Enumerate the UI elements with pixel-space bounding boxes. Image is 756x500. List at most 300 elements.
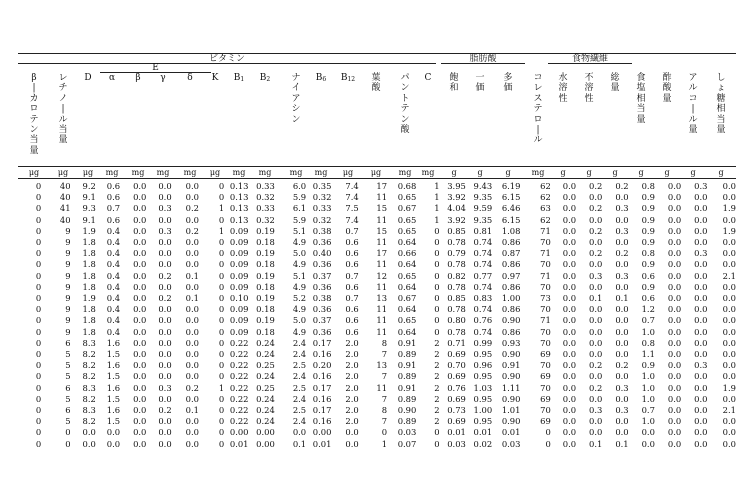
table-cell: 0.0 [667,371,682,382]
table-cell: 2 [434,360,440,371]
table-cell: 0.0 [615,315,629,326]
table-cell: 3.95 [447,181,466,191]
table-cell: 0.0 [133,214,147,225]
table-cell: 8.2 [82,416,96,427]
column-header-char: ル [688,83,698,94]
table-cell: 0 [218,337,225,348]
table-cell: 0.0 [82,438,96,449]
table-cell: 0.3 [615,225,629,236]
table-cell: 0.80 [447,315,466,326]
table-cell: 2.4 [292,416,307,427]
table-cell: 0.0 [615,304,629,315]
table-cell: 0.22 [229,393,249,404]
table-cell: 0.0 [562,192,577,203]
table-cell: 41 [59,203,71,214]
table-cell: 6 [65,337,71,348]
table-cell: 0.0 [185,337,199,348]
table-cell: 0 [381,427,388,438]
table-cell: 0.0 [562,214,577,225]
table-cell: 0.22 [229,349,249,360]
table-cell: 0.6 [345,315,359,326]
table-cell: 0.0 [589,427,603,438]
table-cell: 8.3 [82,405,96,416]
unit-label: g [718,168,724,177]
table-cell: 0.0 [589,326,603,337]
column-header-char: 酸 [662,83,672,94]
table-cell: 0.03 [397,427,417,438]
table-cell: 0.64 [397,259,417,270]
table-cell: 5.9 [292,214,307,225]
table-cell: 1.03 [473,382,493,393]
column-header-char: 和 [449,83,459,94]
table-cell: 3.92 [447,214,466,225]
table-cell: 0.3 [615,203,629,214]
table-cell: 0.0 [589,192,603,203]
table-cell: 0 [218,214,225,225]
column-header-char: ノ [58,93,68,104]
table-cell: 0.2 [615,181,629,191]
table-cell: 0 [35,293,42,304]
table-cell: 11 [376,214,388,225]
table-row [18,327,736,338]
table-cell: 9.1 [82,214,96,225]
table-cell: 5.1 [292,270,307,281]
table-cell: 0 [35,438,42,449]
table-cell: 0.0 [667,259,682,270]
column-header-char: ア [291,93,301,104]
table-cell: 0.0 [133,326,147,337]
table-cell: 9 [65,248,71,259]
table-cell: 0.00 [256,438,275,449]
table-cell: 0.86 [501,237,521,248]
table-cell: 0 [434,281,440,292]
table-cell: 0 [35,360,42,371]
table-cell: 0.03 [501,438,521,449]
table-cell: 0.0 [158,337,172,348]
table-cell: 0.0 [562,237,577,248]
table-cell: 0.25 [256,360,275,371]
table-cell: 0.0 [589,237,603,248]
table-cell: 1.0 [641,382,655,393]
table-cell: 0.13 [229,192,249,203]
table-cell: 0.0 [562,259,577,270]
table-cell: 0.0 [158,393,172,404]
table-cell: 8 [381,405,388,416]
table-cell: 0.69 [447,393,466,404]
table-cell: 0.22 [229,416,249,427]
column-header [207,73,223,83]
table-cell: 12 [376,270,388,281]
table-cell: 6.19 [501,181,521,191]
column-header-char: ロ [29,104,39,115]
table-cell: 0 [434,225,440,236]
table-cell: 0.0 [722,293,736,304]
unit-label: mg [183,168,197,177]
column-header [713,73,729,135]
table-cell: 0.3 [158,203,172,214]
table-cell: 0.9 [641,214,655,225]
table-cell: 0.0 [562,203,577,214]
table-cell: 0.0 [562,405,577,416]
table-cell: 0.32 [256,192,275,203]
table-cell: 0 [218,293,225,304]
table-cell: 0.6 [106,192,121,203]
table-cell: 0.8 [641,248,655,259]
table-cell: 0.0 [722,393,736,404]
table-cell: 0.0 [667,427,682,438]
table-cell: 9 [65,259,71,270]
table-cell: 0.0 [694,214,708,225]
column-header [55,73,71,146]
table-cell: 9 [65,304,71,315]
table-cell: 2 [434,371,440,382]
table-cell: 9.3 [82,203,96,214]
table-row [18,237,736,248]
table-cell: 0.0 [615,237,629,248]
table-cell: 0.00 [312,427,332,438]
table-cell: 70 [540,326,551,337]
table-cell: 1.8 [82,248,96,259]
table-cell: 0.16 [312,349,332,360]
table-cell: 0.02 [473,438,493,449]
column-header-char: 量 [636,114,646,125]
table-cell: 11 [376,281,388,292]
table-cell: 9 [65,270,71,281]
column-header-label: δ [187,73,193,83]
table-cell: 0 [218,416,225,427]
table-cell: 0.0 [133,405,147,416]
table-row [18,293,736,304]
unit-label: g [560,168,566,177]
table-cell: 0.74 [473,259,493,270]
table-cell: 5.0 [292,248,307,259]
table-cell: 0 [434,237,440,248]
table-cell: 62 [540,192,551,203]
table-cell: 0.19 [256,315,275,326]
table-cell: 69 [540,349,551,360]
table-cell: 0.0 [562,371,577,382]
table-cell: 1.8 [82,259,96,270]
table-cell: 0.4 [106,293,121,304]
table-cell: 0.0 [722,427,736,438]
table-cell: 0.0 [667,326,682,337]
table-cell: 2.4 [292,349,307,360]
table-cell: 0.33 [256,203,275,214]
table-cell: 1 [381,438,388,449]
table-cell: 0.0 [562,349,577,360]
table-cell: 7 [381,416,388,427]
column-header [555,73,571,104]
table-cell: 9.1 [82,192,96,203]
unit-label: g [638,168,644,177]
table-cell: 1.5 [106,371,121,382]
column-header [104,73,120,83]
column-header-char: 酸 [371,83,381,94]
table-cell: 1.8 [82,304,96,315]
table-cell: 0.0 [615,192,629,203]
table-cell: 11 [376,237,388,248]
table-cell: 1.5 [106,393,121,404]
table-cell: 0.09 [229,315,249,326]
table-cell: 0.6 [345,237,359,248]
table-cell: 0.0 [615,259,629,270]
table-cell: 0.0 [185,259,199,270]
table-cell: 0.0 [562,281,577,292]
table-cell: 0.0 [694,438,708,449]
table-cell: 0.0 [562,248,577,259]
column-header-char: 量 [662,93,672,104]
column-header-char: 水 [558,73,568,83]
unit-label: μg [370,168,382,177]
table-cell: 70 [540,405,551,416]
table-cell: 0.1 [292,438,307,449]
table-cell: 8.3 [82,382,96,393]
table-cell: 0.35 [312,181,332,191]
table-cell: 1.9 [722,203,736,214]
column-header-char: β [31,73,37,83]
table-cell: 0.0 [694,349,708,360]
table-cell: 4.9 [292,237,307,248]
table-cell: 11 [376,192,388,203]
table-cell: 1.0 [641,326,655,337]
table-cell: 0.0 [722,326,736,337]
table-cell: 2.0 [345,371,359,382]
table-cell: 0.0 [562,270,577,281]
table-cell: 0.8 [641,181,655,191]
table-cell: 0.20 [312,360,332,371]
column-header-char: 量 [58,135,68,146]
table-cell: 0.3 [694,248,708,259]
table-cell: 0.0 [562,181,577,191]
table-cell: 4.04 [447,203,466,214]
table-cell: 0 [35,427,42,438]
table-cell: 0.4 [106,237,121,248]
table-cell: 1.5 [106,416,121,427]
table-cell: 0 [35,225,42,236]
table-cell: 0 [545,438,551,449]
table-cell: 6.15 [501,192,521,203]
table-cell: 0 [218,248,225,259]
table-cell: 0.0 [667,405,682,416]
table-cell: 0 [35,181,42,191]
table-cell: 0.10 [229,293,249,304]
table-row [18,338,736,349]
table-cell: 11 [376,304,388,315]
table-cell: 1 [218,225,225,236]
table-cell: 1.8 [82,315,96,326]
table-cell: 63 [540,203,551,214]
column-header-char: 当 [636,104,646,115]
table-cell: 0.36 [312,304,332,315]
table-cell: 2.1 [722,270,736,281]
column-header [155,73,171,83]
table-cell: 0.2 [158,293,172,304]
unit-label: μg [209,168,221,177]
table-cell: 0 [65,427,71,438]
column-header-char: ン [291,114,301,125]
table-cell: 1 [434,192,440,203]
table-cell: 0.09 [229,326,249,337]
table-cell: 1.9 [82,293,96,304]
unit-label: μg [82,168,94,177]
table-cell: 0.33 [312,203,332,214]
table-cell: 0.64 [397,326,417,337]
table-cell: 0.18 [256,326,275,337]
table-cell: 1.9 [722,382,736,393]
table-cell: 1.5 [106,349,121,360]
table-cell: 0.0 [589,393,603,404]
table-cell: 1.9 [82,225,96,236]
table-cell: 0.2 [589,382,603,393]
table-cell: 0.0 [694,416,708,427]
table-cell: 0.0 [562,393,577,404]
table-cell: 0.0 [667,270,682,281]
table-cell: 0.0 [133,416,147,427]
table-cell: 9.35 [473,214,493,225]
table-cell: 5.2 [292,293,307,304]
table-cell: 0.0 [158,315,172,326]
column-header [607,73,623,94]
table-cell: 0.99 [473,337,493,348]
table-cell: 4.9 [292,326,307,337]
table-cell: 0 [35,315,42,326]
table-cell: 0.0 [133,360,147,371]
table-cell: 0.74 [473,237,493,248]
table-cell: 0.0 [667,214,682,225]
table-cell: 0.32 [256,214,275,225]
table-cell: 0.0 [562,293,577,304]
table-cell: 1.2 [641,304,655,315]
column-header [581,73,597,104]
column-header [397,73,413,135]
table-cell: 0.0 [185,349,199,360]
table-cell: 0 [434,293,440,304]
table-cell: 0.4 [106,281,121,292]
table-cell: 0 [218,438,225,449]
table-cell: 0.0 [345,438,359,449]
table-cell: 0.6 [345,248,359,259]
table-cell: 0 [218,405,225,416]
table-cell: 0.81 [473,225,493,236]
table-cell: 0.18 [256,237,275,248]
column-header-char: シ [291,104,301,115]
table-cell: 0.37 [312,270,332,281]
table-cell: 0.0 [158,192,172,203]
table-cell: 0.91 [501,360,521,371]
table-cell: 0.7 [345,225,359,236]
table-cell: 0.6 [345,259,359,270]
column-header-char: 性 [584,93,594,104]
table-cell: 1.01 [501,405,521,416]
table-cell: 0 [218,259,225,270]
table-cell: 0.0 [133,427,147,438]
table-cell: 6 [65,382,71,393]
table-cell: 0.0 [185,326,199,337]
table-cell: 5 [65,416,71,427]
table-cell: 0.22 [229,337,249,348]
unit-label: g [477,168,483,177]
table-cell: 0.00 [229,427,249,438]
table-row [18,315,736,326]
table-cell: 0.2 [589,248,603,259]
table-cell: 0.68 [397,181,417,191]
column-header-label: $B_2$ [259,73,271,83]
unit-label: μg [28,168,40,177]
table-cell: 0.24 [256,393,275,404]
table-cell: 0.0 [185,427,199,438]
table-cell: 0.17 [312,382,332,393]
unit-label: mg [289,168,303,177]
table-cell: 0.0 [667,281,682,292]
table-cell: 0 [35,393,42,404]
table-cell: 0.1 [185,405,199,416]
table-cell: 9.2 [82,181,96,191]
table-row [18,215,736,226]
table-cell: 1.00 [501,293,521,304]
table-cell: 2 [434,337,440,348]
table-cell: 0.38 [312,293,332,304]
column-header-char: | [61,104,65,115]
table-cell: 0.7 [641,315,655,326]
table-cell: 0.65 [397,225,417,236]
table-cell: 0.67 [397,203,417,214]
table-cell: 0.0 [615,393,629,404]
table-cell: 0.0 [106,438,121,449]
table-cell: 0.6 [345,326,359,337]
table-cell: 6.15 [501,214,521,225]
table-cell: 0.0 [106,427,121,438]
table-cell: 0.0 [158,181,172,191]
table-cell: 0.0 [667,349,682,360]
column-header-label: β [135,73,141,83]
table-cell: 0.9 [641,237,655,248]
table-cell: 0.2 [589,203,603,214]
table-cell: 0.0 [158,248,172,259]
table-cell: 0.0 [694,203,708,214]
table-cell: 70 [540,237,551,248]
table-cell: 2.5 [292,405,307,416]
table-cell: 1.6 [106,360,121,371]
table-cell: 0.78 [447,237,466,248]
table-cell: 0.78 [447,281,466,292]
table-cell: 0 [218,181,225,191]
column-header-char: 溶 [584,83,594,94]
unit-label: mg [421,168,435,177]
table-cell: 0.0 [589,416,603,427]
table-cell: 0.4 [106,259,121,270]
table-cell: 0.36 [312,237,332,248]
column-header-char: ル [688,114,698,125]
table-row [18,416,736,427]
table-cell: 0.1 [589,438,603,449]
unit-bottom-rule [18,178,736,179]
table-row [18,427,736,438]
table-cell: 71 [540,315,551,326]
table-cell: 0.13 [229,181,249,191]
table-cell: 0.2 [158,270,172,281]
column-header-char: | [32,83,36,94]
table-cell: 1.6 [106,382,121,393]
table-cell: 0.2 [185,382,199,393]
table-cell: 8 [381,337,388,348]
table-cell: 0 [218,360,225,371]
table-cell: 0.0 [133,382,147,393]
column-header-char: 量 [29,145,39,156]
table-cell: 0.78 [447,326,466,337]
table-cell: 0 [35,214,42,225]
table-cell: 0 [35,349,42,360]
table-cell: 0 [434,315,440,326]
